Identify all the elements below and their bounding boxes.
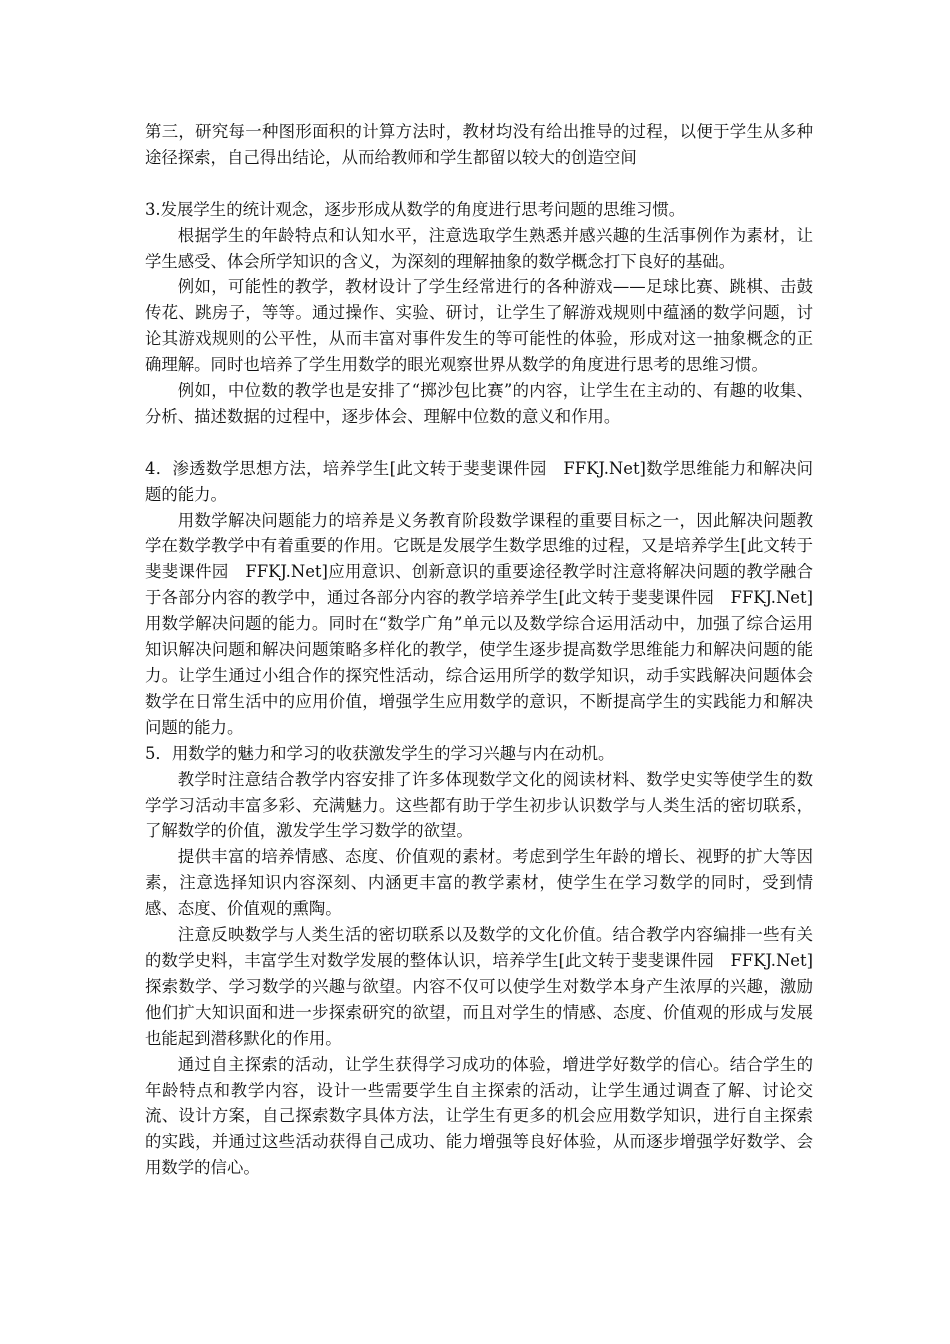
paragraph-3: 根据学生的年龄特点和认知水平，注意选取学生熟悉并感兴趣的生活事例作为素材，让学生感受、体会所学知识的含义，为深刻的理解抽象的数学概念打下良好的基础。 — [145, 225, 813, 271]
paragraph-10: 提供丰富的培养情感、态度、价值观的素材。考虑到学生年龄的增长、视野的扩大等因素，注意选择知识内容深刻、内涵更丰富的教学素材，使学生在学习数学的同时，受到情感、态度、价值观的熏陶。 — [145, 847, 813, 919]
paragraph-11: 注意反映数学与人类生活的密切联系以及数学的文化价值。结合教学内容编排一些有关的数学史料，丰富学生对数学发展的整体认识，培养学生[此文转于斐斐课件园 FFKJ.Net]探索数学、学习数学的兴趣与欲望。内容不仅可以使学生对数学本身产生浓厚的兴趣，激励他们扩大知识面和进一步探索研究的欲望，而且对学生的情感、态度、价值观的形成与发展也能起到潜移默化的作用。 — [145, 925, 813, 1048]
section-heading-5: 5．用数学的魅力和学习的收获激发学生的学习兴趣与内在动机。 — [145, 743, 615, 763]
paragraph-5: 例如，中位数的教学也是安排了“掷沙包比赛”的内容，让学生在主动的、有趣的收集、分析、描述数据的过程中，逐步体会、理解中位数的意义和作用。 — [145, 381, 813, 426]
document-page — [145, 119, 813, 1181]
paragraph-12: 通过自主探索的活动，让学生获得学习成功的体验，增进学好数学的信心。结合学生的年龄特点和教学内容，设计一些需要学生自主探索的活动，让学生通过调查了解、讨论交流、设计方案，自己探索数字具体方法，让学生有更多的机会应用数学知识，进行自主探索的实践，并通过这些活动获得自己成功、能力增强等良好体验，从而逐步增强学好数学、会用数学的信心。 — [145, 1054, 813, 1178]
paragraph-1: 第三，研究每一种图形面积的计算方法时，教材均没有给出推导的过程，以便于学生从多种途径探索，自己得出结论，从而给教师和学生都留以较大的创造空间 — [145, 122, 813, 167]
section-heading-4: 4．渗透数学思想方法，培养学生[此文转于斐斐课件园 FFKJ.Net]数学思维能力和解决问题的能力。 — [145, 458, 813, 504]
paragraph-4: 例如，可能性的教学，教材设计了学生经常进行的各种游戏——足球比赛、跳棋、击鼓传花、跳房子，等等。通过操作、实验、研讨，让学生了解游戏规则中蕴涵的数学问题，讨论其游戏规则的公平性，从而丰富对事件发生的等可能性的体验，形成对这一抽象概念的正确理解。同时也培养了学生用数学的眼光观察世界从数学的角度进行思考的思维习惯。 — [145, 277, 813, 375]
section-heading-3: 3.发展学生的统计观念，逐步形成从数学的角度进行思考问题的思维习惯。 — [145, 199, 686, 219]
paragraph-7: 用数学解决问题能力的培养是义务教育阶段数学课程的重要目标之一，因此解决问题教学在数学教学中有着重要的作用。它既是发展学生数学思维的过程，又是培养学生[此文转于斐斐课件园 FFKJ.Net]应用意识、创新意识的重要途径教学时注意将解决问题的教学融合于各部分内容的教学中，通过各部分内容的教学培养学生[此文转于斐斐课件园 FFKJ.Net]用数学解决问题的能力。同时在“数学广角”单元以及数学综合运用活动中，加强了综合运用知识解决问题和解决问题策略多样化的教学，使学生逐步提高数学思维能力和解决问题的能力。让学生通过小组合作的探究性活动，综合运用所学的数学知识，动手实践解决问题体会数学在日常生活中的应用价值，增强学生应用数学的意识，不断提高学生的实践能力和解决问题的能力。 — [145, 510, 813, 737]
paragraph-9: 教学时注意结合教学内容安排了许多体现数学文化的阅读材料、数学史实等使学生的数学学习活动丰富多彩、充满魅力。这些都有助于学生初步认识数学与人类生活的密切联系，了解数学的价值，激发学生学习数学的欲望。 — [145, 769, 813, 841]
